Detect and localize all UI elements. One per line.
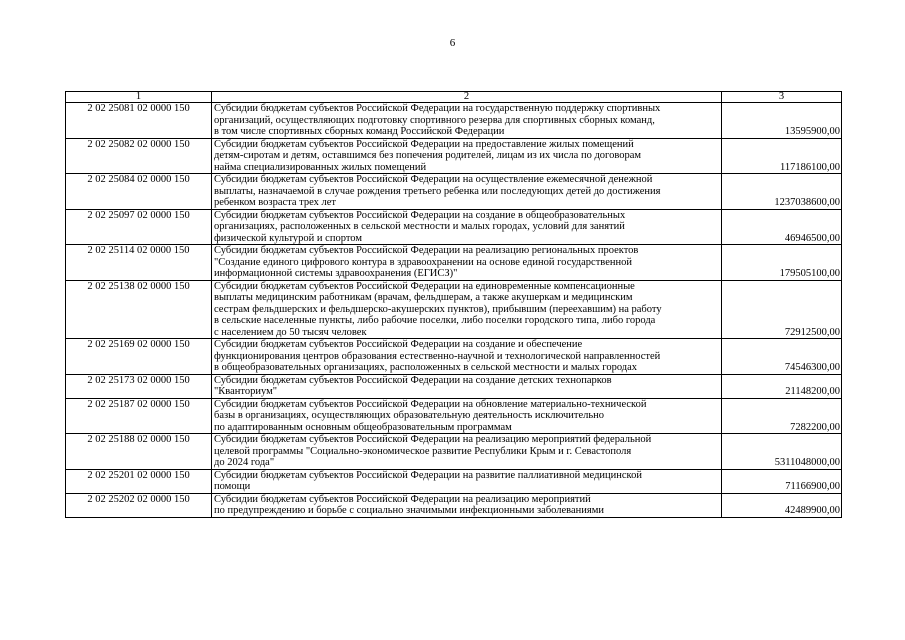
budget-description bbox=[212, 280, 722, 339]
budget-description bbox=[212, 469, 722, 493]
description-line: Субсидии бюджетам субъектов Российской Федерации на развитие паллиативной медицинской bbox=[214, 469, 642, 481]
budget-code: 2 02 25187 02 0000 150 bbox=[66, 398, 212, 434]
table-row bbox=[66, 209, 842, 245]
budget-description bbox=[212, 339, 722, 375]
description-line: выплаты, назначаемой в случае рождения третьего ребенка или последующих детей до достижения bbox=[214, 185, 661, 197]
budget-description bbox=[212, 398, 722, 434]
description-line: с населением до 50 тысяч человек bbox=[214, 326, 367, 338]
budget-amount: 21148200,00 bbox=[722, 374, 842, 398]
table-row bbox=[66, 138, 842, 174]
column-number-1: 1 bbox=[66, 92, 212, 103]
description-line: организациях, расположенных в сельской местности и малых городах, условий для занятий bbox=[214, 221, 625, 232]
description-line: выплаты медицинским работникам (врачам, фельдшерам, а также акушеркам и медицинским bbox=[214, 292, 633, 303]
column-number-3: 3 bbox=[722, 92, 842, 103]
description-line: помощи bbox=[214, 481, 251, 492]
table-row bbox=[66, 434, 842, 470]
budget-code: 2 02 25114 02 0000 150 bbox=[66, 245, 212, 281]
budget-amount: 72912500,00 bbox=[722, 280, 842, 339]
description-line: "Создание единого цифрового контура в здравоохранении на основе единой государственной bbox=[214, 256, 632, 268]
description-line: физической культурой и спортом bbox=[214, 232, 362, 244]
description-line: по адаптированным основным общеобразовательным программам bbox=[214, 421, 512, 433]
description-line: организаций, осуществляющих подготовку спортивного резерва для спортивных сборных команд, bbox=[214, 114, 655, 126]
table-row bbox=[66, 398, 842, 434]
description-line: Субсидии бюджетам субъектов Российской Федерации на создание детских технопарков bbox=[214, 374, 612, 386]
budget-amount: 5311048000,00 bbox=[722, 434, 842, 470]
budget-code: 2 02 25169 02 0000 150 bbox=[66, 339, 212, 375]
budget-description bbox=[212, 174, 722, 210]
table-row bbox=[66, 374, 842, 398]
description-line: Субсидии бюджетам субъектов Российской Федерации на реализацию мероприятий федеральной bbox=[214, 434, 652, 445]
budget-amount: 117186100,00 bbox=[722, 138, 842, 174]
budget-description bbox=[212, 493, 722, 517]
description-line: Субсидии бюджетам субъектов Российской Федерации на обновление материально-технической bbox=[214, 398, 647, 410]
description-line: Субсидии бюджетам субъектов Российской Федерации на единовременные компенсационные bbox=[214, 280, 635, 292]
table-row bbox=[66, 245, 842, 281]
description-line: целевой программы "Социально-экономическое развитие Республики Крым и г. Севастополя bbox=[214, 445, 632, 457]
budget-description bbox=[212, 374, 722, 398]
budget-amount: 46946500,00 bbox=[722, 209, 842, 245]
table-row bbox=[66, 103, 842, 139]
budget-table-body bbox=[66, 92, 842, 518]
description-line: детям-сиротам и детям, оставшимся без попечения родителей, лицам из их числа по договорам bbox=[214, 150, 642, 161]
budget-code: 2 02 25138 02 0000 150 bbox=[66, 280, 212, 339]
description-line: Субсидии бюджетам субъектов Российской Федерации на предоставление жилых помещений bbox=[214, 138, 634, 150]
budget-amount: 42489900,00 bbox=[722, 493, 842, 517]
description-line: Субсидии бюджетам субъектов Российской Федерации на реализацию мероприятий bbox=[214, 493, 591, 505]
description-line: сестрам фельдшерских и фельдшерско-акушерских пунктов), прибывшим (переехавшим) на работу bbox=[214, 303, 662, 315]
description-line: найма специализированных жилых помещений bbox=[214, 161, 427, 173]
table-row bbox=[66, 493, 842, 517]
description-line: в общеобразовательных организациях, расположенных в сельской местности и малых городах bbox=[214, 362, 638, 373]
budget-description bbox=[212, 434, 722, 470]
description-line: ребенком возраста трех лет bbox=[214, 197, 336, 208]
budget-description bbox=[212, 245, 722, 281]
description-line: Субсидии бюджетам субъектов Российской Федерации на реализацию региональных проектов bbox=[214, 245, 639, 256]
description-line: по предупреждению и борьбе с социально значимыми инфекционными заболеваниями bbox=[214, 505, 604, 516]
budget-code: 2 02 25202 02 0000 150 bbox=[66, 493, 212, 517]
table-row bbox=[66, 469, 842, 493]
description-line: в сельские населенные пункты, либо рабочие поселки, либо поселки городского типа, либо города bbox=[214, 315, 656, 326]
column-number-row bbox=[66, 92, 842, 103]
budget-description bbox=[212, 209, 722, 245]
budget-description bbox=[212, 103, 722, 139]
table-row bbox=[66, 280, 842, 339]
budget-table bbox=[65, 91, 842, 518]
description-line: базы в организациях, осуществляющих образовательную деятельность исключительно bbox=[214, 410, 605, 421]
description-line: Субсидии бюджетам субъектов Российской Федерации на создание и обеспечение bbox=[214, 339, 583, 350]
page-number: 6 bbox=[449, 37, 456, 49]
description-line: информационной системы здравоохранения (ЕГИСЗ)" bbox=[214, 268, 458, 279]
budget-amount: 71166900,00 bbox=[722, 469, 842, 493]
description-line: в том числе спортивных сборных команд Российской Федерации bbox=[214, 126, 505, 137]
budget-code: 2 02 25081 02 0000 150 bbox=[66, 103, 212, 139]
budget-amount: 1237038600,00 bbox=[722, 174, 842, 210]
description-line: Субсидии бюджетам субъектов Российской Федерации на осуществление ежемесячной денежной bbox=[214, 174, 653, 185]
table-row bbox=[66, 174, 842, 210]
description-line: функционирования центров образования естественно-научной и технологической направленностей bbox=[214, 350, 661, 362]
budget-code: 2 02 25188 02 0000 150 bbox=[66, 434, 212, 470]
budget-code: 2 02 25082 02 0000 150 bbox=[66, 138, 212, 174]
budget-code: 2 02 25173 02 0000 150 bbox=[66, 374, 212, 398]
description-line: Субсидии бюджетам субъектов Российской Федерации на государственную поддержку спортивных bbox=[214, 103, 661, 114]
budget-code: 2 02 25201 02 0000 150 bbox=[66, 469, 212, 493]
description-line: Субсидии бюджетам субъектов Российской Федерации на создание в общеобразовательных bbox=[214, 209, 626, 221]
budget-amount: 13595900,00 bbox=[722, 103, 842, 139]
budget-amount: 7282200,00 bbox=[722, 398, 842, 434]
column-number-2: 2 bbox=[212, 92, 722, 103]
budget-amount: 74546300,00 bbox=[722, 339, 842, 375]
budget-description bbox=[212, 138, 722, 174]
table-row bbox=[66, 339, 842, 375]
budget-amount: 179505100,00 bbox=[722, 245, 842, 281]
budget-code: 2 02 25097 02 0000 150 bbox=[66, 209, 212, 245]
description-line: до 2024 года" bbox=[214, 457, 275, 468]
description-line: "Кванториум" bbox=[214, 386, 277, 397]
budget-code: 2 02 25084 02 0000 150 bbox=[66, 174, 212, 210]
